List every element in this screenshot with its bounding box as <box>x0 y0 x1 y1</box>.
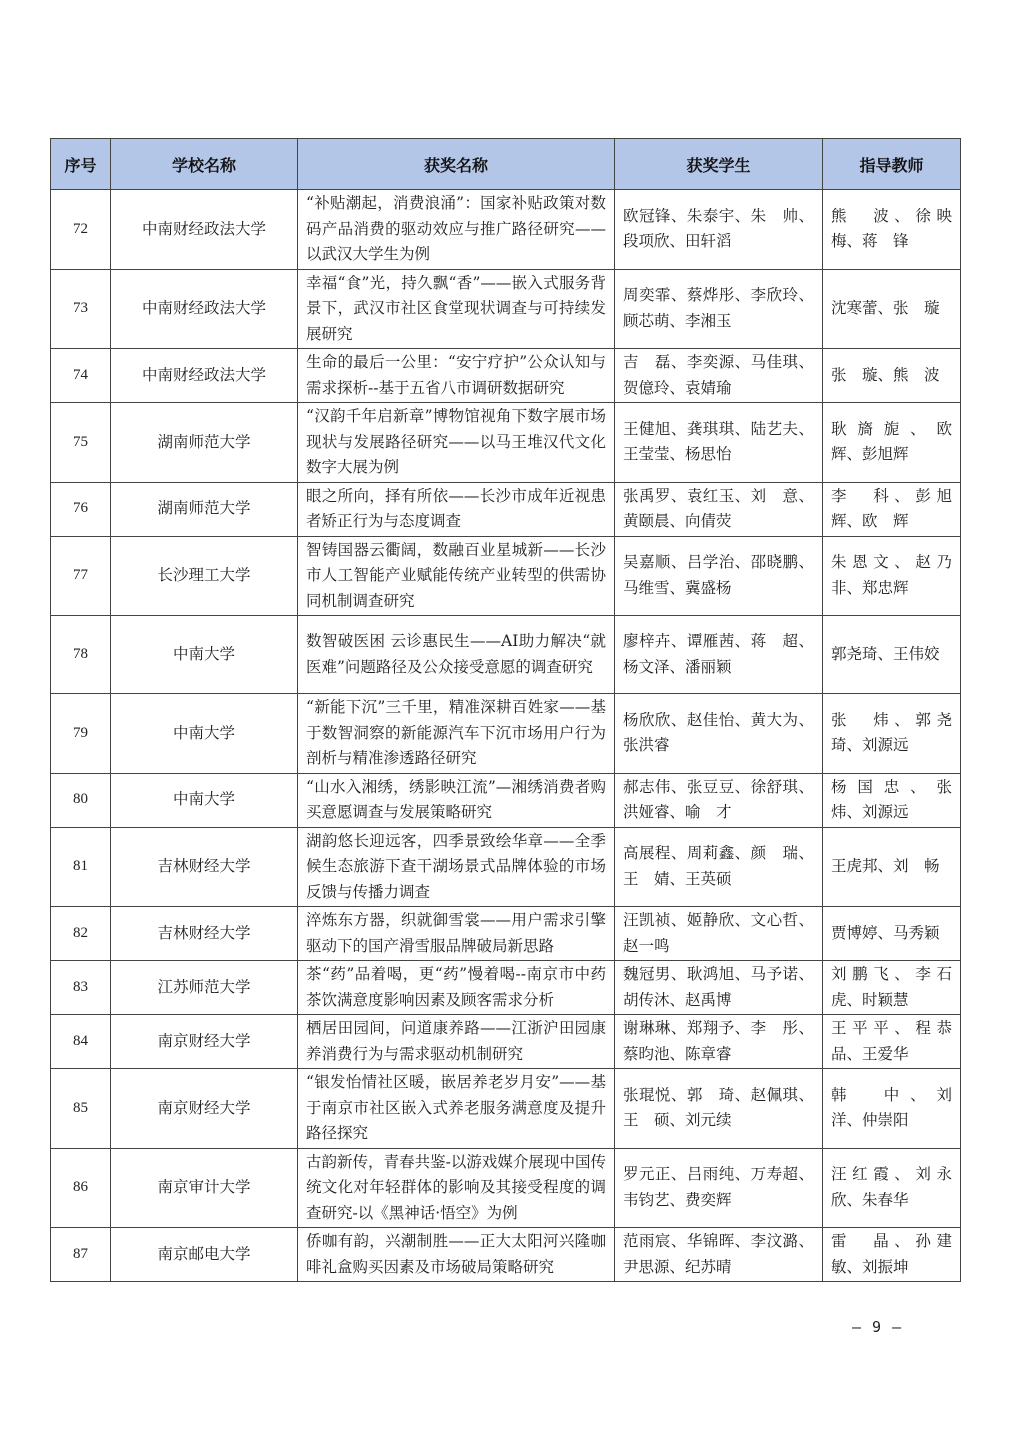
advisor-teachers: 熊 波、徐映梅、蒋 锋 <box>823 190 961 270</box>
school-name: 长沙理工大学 <box>111 536 298 616</box>
award-students: 欧冠锋、朱泰宇、朱 帅、段项欣、田轩滔 <box>615 190 823 270</box>
award-students: 范雨宸、华锦晖、李汶潞、尹思源、纪苏晴 <box>615 1228 823 1282</box>
advisor-teachers: 韩 中、刘 洋、仲崇阳 <box>823 1069 961 1149</box>
advisor-teachers: 雷 晶、孙建敏、刘振坤 <box>823 1228 961 1282</box>
advisor-teachers: 张 璇、熊 波 <box>823 349 961 403</box>
award-title: 栖居田园间，问道康养路——江浙沪田园康养消费行为与需求驱动机制研究 <box>298 1015 615 1069</box>
award-title: “银发怡情社区暖，嵌居养老岁月安”——基于南京市社区嵌入式养老服务满意度及提升路径探究 <box>298 1069 615 1149</box>
advisor-teachers: 刘鹏飞、李石虎、时颖慧 <box>823 961 961 1015</box>
advisor-teachers: 耿旖旎、欧 辉、彭旭辉 <box>823 403 961 483</box>
row-number: 81 <box>51 827 111 907</box>
advisor-teachers: 王虎邦、刘 畅 <box>823 827 961 907</box>
header-award: 获奖名称 <box>298 139 615 190</box>
table-row <box>51 269 961 349</box>
school-name: 中南大学 <box>111 694 298 774</box>
award-title: “山水入湘绣，绣影映江流”—湘绣消费者购买意愿调查与发展策略研究 <box>298 773 615 827</box>
table-header-row <box>51 139 961 190</box>
school-name: 南京审计大学 <box>111 1148 298 1228</box>
award-title: “汉韵千年启新章”博物馆视角下数字展市场现状与发展路径研究——以马王堆汉代文化数字大展为例 <box>298 403 615 483</box>
table-row <box>51 616 961 694</box>
award-students: 周奕霏、蔡烨彤、李欣玲、顾芯萌、李湘玉 <box>615 269 823 349</box>
award-title: 幸福“食”光，持久飘“香”——嵌入式服务背景下，武汉市社区食堂现状调查与可持续发展研究 <box>298 269 615 349</box>
table-row <box>51 1148 961 1228</box>
header-no: 序号 <box>51 139 111 190</box>
advisor-teachers: 郭尧琦、王伟姣 <box>823 616 961 694</box>
table-row <box>51 1015 961 1069</box>
table-row <box>51 961 961 1015</box>
award-students: 高展程、周莉鑫、颜 瑞、王 婧、王英硕 <box>615 827 823 907</box>
table-row <box>51 482 961 536</box>
advisor-teachers: 汪红霞、刘永欣、朱春华 <box>823 1148 961 1228</box>
award-students: 王健旭、龚琪琪、陆艺夫、王莹莹、杨思怡 <box>615 403 823 483</box>
award-students: 张禹罗、袁红玉、刘 意、黄颐晨、向倩荧 <box>615 482 823 536</box>
page-number: — 9 — <box>852 1318 903 1336</box>
award-title: 古韵新传，青春共鉴-以游戏媒介展现中国传统文化对年轻群体的影响及其接受程度的调查研究-以《黑神话·悟空》为例 <box>298 1148 615 1228</box>
award-students: 魏冠男、耿鸿旭、马予诺、胡传沐、赵禹博 <box>615 961 823 1015</box>
row-number: 82 <box>51 907 111 961</box>
award-title: 生命的最后一公里：“安宁疗护”公众认知与需求探析--基于五省八市调研数据研究 <box>298 349 615 403</box>
advisor-teachers: 王平平、程恭品、王爱华 <box>823 1015 961 1069</box>
school-name: 中南大学 <box>111 616 298 694</box>
school-name: 湖南师范大学 <box>111 482 298 536</box>
table-row <box>51 773 961 827</box>
award-students: 汪凯祯、姬静欣、文心哲、赵一鸣 <box>615 907 823 961</box>
row-number: 78 <box>51 616 111 694</box>
school-name: 中南财经政法大学 <box>111 190 298 270</box>
school-name: 吉林财经大学 <box>111 907 298 961</box>
school-name: 中南财经政法大学 <box>111 349 298 403</box>
table-row <box>51 1228 961 1282</box>
award-students: 张琨悦、郭 琦、赵佩琪、王 硕、刘元续 <box>615 1069 823 1149</box>
advisor-teachers: 杨国忠、张 炜、刘源远 <box>823 773 961 827</box>
row-number: 83 <box>51 961 111 1015</box>
award-students: 罗元正、吕雨纯、万寿超、韦钧艺、费奕辉 <box>615 1148 823 1228</box>
row-number: 86 <box>51 1148 111 1228</box>
award-students: 廖梓卉、谭雁茜、蒋 超、杨文泽、潘丽颖 <box>615 616 823 694</box>
header-school: 学校名称 <box>111 139 298 190</box>
award-title: 眼之所向，择有所依——长沙市成年近视患者矫正行为与态度调查 <box>298 482 615 536</box>
school-name: 中南财经政法大学 <box>111 269 298 349</box>
award-title: 数智破医困 云诊惠民生——AI助力解决“就医难”问题路径及公众接受意愿的调查研究 <box>298 616 615 694</box>
table-row <box>51 827 961 907</box>
award-title: 茶“药”品着喝，更“药”慢着喝--南京市中药茶饮满意度影响因素及顾客需求分析 <box>298 961 615 1015</box>
award-students: 吉 磊、李奕源、马佳琪、贺億玲、袁婧瑜 <box>615 349 823 403</box>
table-row <box>51 403 961 483</box>
row-number: 87 <box>51 1228 111 1282</box>
table-row <box>51 1069 961 1149</box>
advisor-teachers: 李 科、彭旭辉、欧 辉 <box>823 482 961 536</box>
school-name: 湖南师范大学 <box>111 403 298 483</box>
table-row <box>51 536 961 616</box>
award-students: 谢琳琳、郑翔予、李 彤、蔡昀池、陈章睿 <box>615 1015 823 1069</box>
advisor-teachers: 张 炜、郭尧琦、刘源远 <box>823 694 961 774</box>
row-number: 75 <box>51 403 111 483</box>
school-name: 南京邮电大学 <box>111 1228 298 1282</box>
award-title: 侨咖有韵，兴潮制胜——正大太阳河兴隆咖啡礼盒购买因素及市场破局策略研究 <box>298 1228 615 1282</box>
row-number: 76 <box>51 482 111 536</box>
award-title: 淬炼东方器，织就御雪裳——用户需求引擎驱动下的国产滑雪服品牌破局新思路 <box>298 907 615 961</box>
row-number: 77 <box>51 536 111 616</box>
award-students: 吴嘉顺、吕学治、邵晓鹏、马维雪、冀盛杨 <box>615 536 823 616</box>
school-name: 南京财经大学 <box>111 1015 298 1069</box>
advisor-teachers: 沈寒蕾、张 璇 <box>823 269 961 349</box>
school-name: 吉林财经大学 <box>111 827 298 907</box>
advisor-teachers: 朱恩文、赵乃非、郑忠辉 <box>823 536 961 616</box>
award-students: 杨欣欣、赵佳怡、黄大为、张洪睿 <box>615 694 823 774</box>
row-number: 80 <box>51 773 111 827</box>
table-row <box>51 907 961 961</box>
row-number: 84 <box>51 1015 111 1069</box>
row-number: 73 <box>51 269 111 349</box>
row-number: 85 <box>51 1069 111 1149</box>
advisor-teachers: 贾博婷、马秀颖 <box>823 907 961 961</box>
row-number: 74 <box>51 349 111 403</box>
award-title: “补贴潮起，消费浪涌”：国家补贴政策对数码产品消费的驱动效应与推广路径研究——以武汉大学生为例 <box>298 190 615 270</box>
row-number: 79 <box>51 694 111 774</box>
school-name: 南京财经大学 <box>111 1069 298 1149</box>
award-students: 郝志伟、张豆豆、徐舒琪、洪娅睿、喻 才 <box>615 773 823 827</box>
award-table <box>50 138 968 1282</box>
header-teachers: 指导教师 <box>823 139 961 190</box>
school-name: 江苏师范大学 <box>111 961 298 1015</box>
table-row <box>51 349 961 403</box>
table-row <box>51 190 961 270</box>
school-name: 中南大学 <box>111 773 298 827</box>
award-title: 湖韵悠长迎远客，四季景致绘华章——全季候生态旅游下查干湖场景式品牌体验的市场反馈与传播力调查 <box>298 827 615 907</box>
header-students: 获奖学生 <box>615 139 823 190</box>
award-title: “新能下沉”三千里，精准深耕百姓家——基于数智洞察的新能源汽车下沉市场用户行为剖析与精准渗透路径研究 <box>298 694 615 774</box>
table-row <box>51 694 961 774</box>
row-number: 72 <box>51 190 111 270</box>
award-title: 智铸国器云衢阔，数融百业星城新——长沙市人工智能产业赋能传统产业转型的供需协同机制调查研究 <box>298 536 615 616</box>
